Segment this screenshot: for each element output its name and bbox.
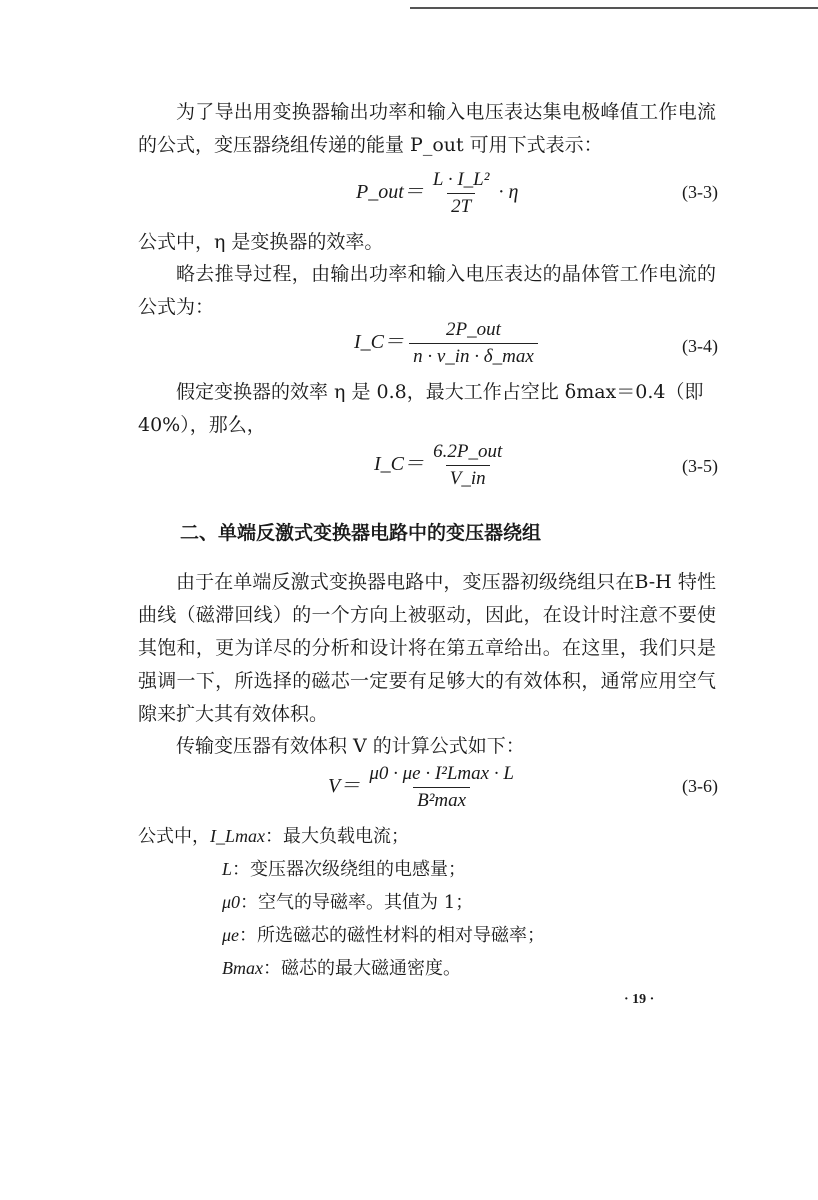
- definition-text: ：所选磁芯的磁性材料的相对导磁率；: [239, 925, 546, 946]
- equation-tail: · η: [498, 181, 519, 203]
- definition-row: [222, 888, 473, 914]
- equation-fraction: [365, 762, 518, 813]
- definition-row: [222, 954, 461, 980]
- numerator: 2P_out: [446, 319, 501, 340]
- denominator: V_in: [446, 465, 490, 491]
- definition-symbol: I_Lmax: [210, 826, 265, 846]
- paragraph-5: 由于在单端反激式变换器电路中，变压器初级绕组只在B-H 特性曲线（磁滞回线）的一个方向上被驱动，因此，在设计时注意不要使其饱和，更为详尽的分析和设计将在第五章给出。在这里，我们只是强调一下，所选择的磁芯一定要有足够大的有效体积，通常应用空气隙来扩大其有效体积。: [138, 571, 716, 725]
- definition-row: [138, 822, 409, 848]
- equation-fraction: [429, 168, 494, 219]
- denominator: n · v_in · δ_max: [409, 343, 538, 369]
- definition-text: ：最大负载电流；: [265, 826, 409, 847]
- paragraph-3: 略去推导过程，由输出功率和输入电压表达的晶体管工作电流的公式为：: [138, 263, 716, 318]
- equation-fraction: [429, 440, 506, 491]
- numerator: L · I_L²: [432, 169, 490, 190]
- equation-lhs: P_out＝: [356, 181, 424, 203]
- denominator: B²max: [413, 787, 470, 813]
- equation-3-3: [356, 168, 518, 219]
- definition-symbol: L: [222, 859, 233, 879]
- equation-number: (3-6): [682, 776, 718, 796]
- equation-fraction: [409, 318, 538, 369]
- paragraph-6: 传输变压器有效体积 V 的计算公式如下：: [176, 735, 525, 757]
- definition-row: [222, 855, 466, 881]
- definition-text: ：磁芯的最大磁通密度。: [262, 958, 461, 979]
- equation-3-6: [328, 762, 518, 813]
- equation-lhs: V＝: [328, 775, 361, 797]
- equation-lhs: I_C＝: [374, 453, 424, 475]
- definition-row: [222, 921, 545, 947]
- equation-3-4: [354, 318, 538, 369]
- definition-symbol: μe: [222, 925, 240, 945]
- section-heading: 二、单端反激式变换器电路中的变压器绕组: [180, 522, 542, 544]
- definition-text: ：变压器次级绕组的电感量；: [232, 859, 467, 880]
- equation-lhs: I_C＝: [354, 331, 404, 353]
- page-number: · 19 ·: [624, 992, 655, 1007]
- definition-text: ：空气的导磁率。其值为 1；: [240, 892, 474, 913]
- definition-symbol: Bmax: [222, 958, 263, 978]
- top-rule: [410, 7, 818, 9]
- equation-number: (3-4): [682, 336, 718, 356]
- equation-3-5: [374, 440, 506, 491]
- definition-lead: 公式中，: [138, 826, 210, 847]
- equation-number: (3-3): [682, 182, 718, 202]
- paragraph-1: 为了导出用变换器输出功率和输入电压表达集电极峰值工作电流的公式，变压器绕组传递的能量 P_out 可用下式表示：: [138, 101, 716, 156]
- paragraph-2: 公式中，η 是变换器的效率。: [138, 231, 384, 253]
- equation-number: (3-5): [682, 456, 718, 476]
- denominator: 2T: [447, 193, 475, 219]
- definition-symbol: μ0: [222, 892, 241, 912]
- numerator: 6.2P_out: [433, 441, 503, 462]
- numerator: μ0 · μe · I²Lmax · L: [369, 763, 514, 784]
- paragraph-4: 假定变换器的效率 η 是 0.8，最大工作占空比 δmax＝0.4（即 40%），那么，: [138, 381, 704, 436]
